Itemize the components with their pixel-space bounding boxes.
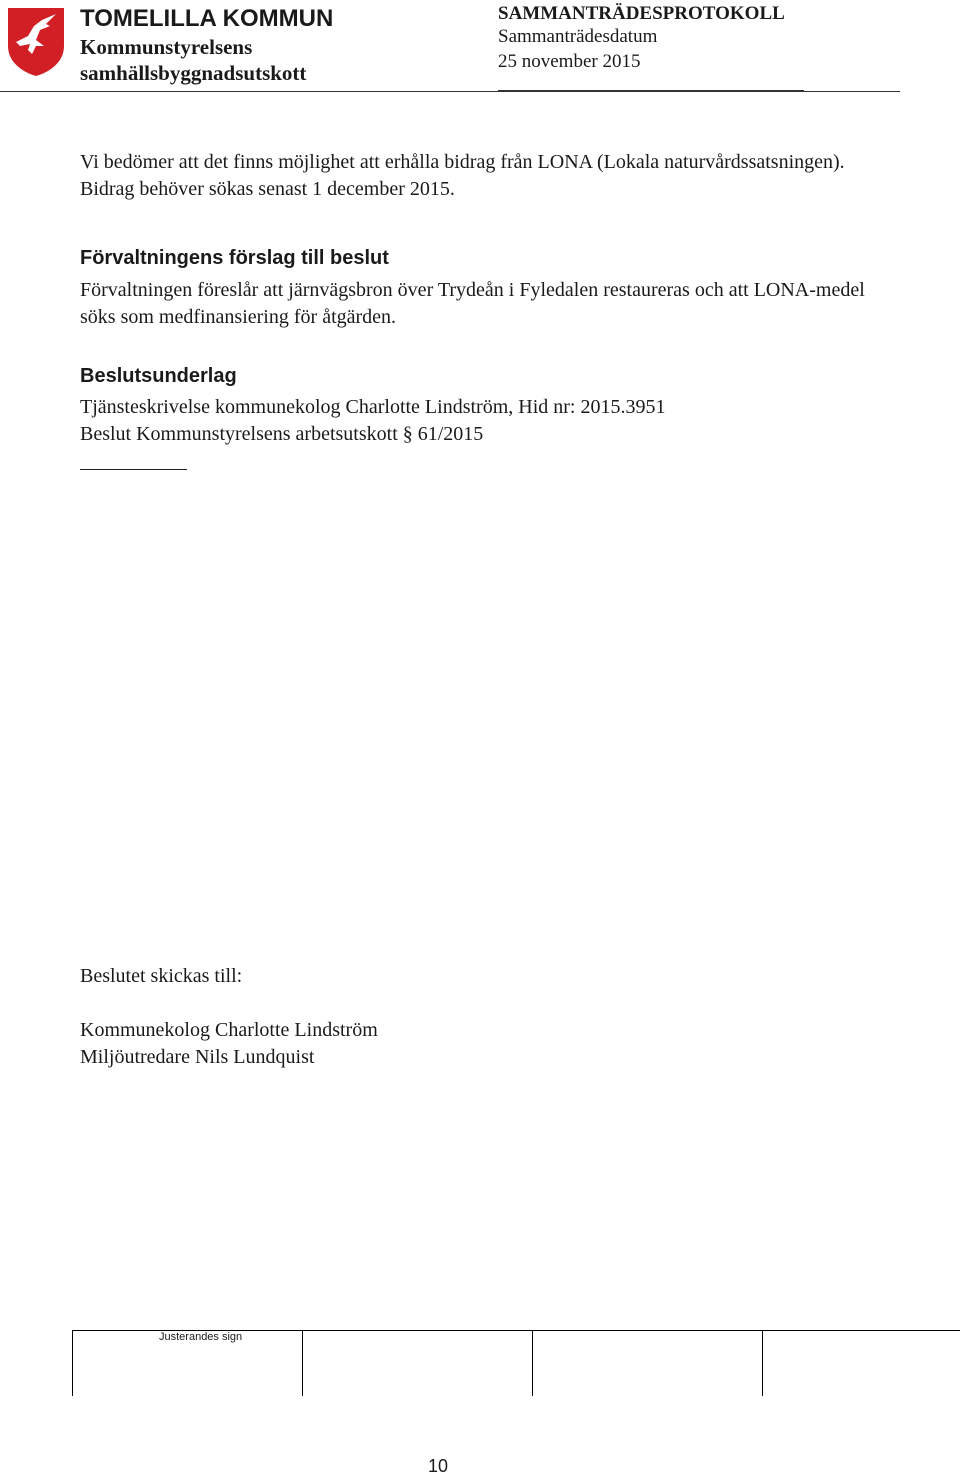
- paragraph-lona-grant: Vi bedömer att det finns möjlighet att erhålla bidrag från LONA (Lokala naturvårdssatsningen). Bidrag behöver sökas senast 1 december 2015.: [80, 151, 845, 200]
- signature-cell-border: [72, 1330, 73, 1396]
- decision-basis-item: Beslut Kommunstyrelsens arbetsutskott § 61/2015: [80, 423, 484, 445]
- page-number: 10: [428, 1456, 449, 1476]
- heading-decision-basis: Beslutsunderlag: [80, 365, 237, 387]
- paragraph-proposal: Förvaltningen föreslår att järnvägsbron över Trydeån i Fyledalen restaureras och att LONA-medel söks som medfinansiering för åtgärden.: [80, 279, 865, 328]
- committee-name-line-2: samhällsbyggnadsutskott: [80, 61, 307, 85]
- heading-proposal: Förvaltningens förslag till beslut: [80, 247, 389, 269]
- decision-basis-item: Tjänsteskrivelse kommunekolog Charlotte Lindström, Hid nr: 2015.3951: [80, 396, 666, 418]
- committee-name-line-1: Kommunstyrelsens: [80, 35, 253, 59]
- coat-of-arms-icon: [6, 6, 66, 78]
- section-divider: [80, 469, 187, 470]
- signature-cell-border: [532, 1330, 533, 1396]
- header-divider-accent: [498, 90, 804, 91]
- meeting-date-label: Sammanträdesdatum: [498, 26, 658, 47]
- signature-cell-border: [302, 1330, 303, 1396]
- recipients-label: Beslutet skickas till:: [80, 965, 243, 987]
- document-type: SAMMANTRÄDESPROTOKOLL: [498, 3, 785, 24]
- signature-label: Justerandes sign: [159, 1331, 243, 1343]
- meeting-date-value: 25 november 2015: [498, 51, 641, 72]
- signature-cell-border: [762, 1330, 763, 1396]
- recipient-item: Miljöutredare Nils Lundquist: [80, 1046, 315, 1068]
- organization-name: TOMELILLA KOMMUN: [80, 5, 334, 32]
- recipient-item: Kommunekolog Charlotte Lindström: [80, 1019, 378, 1041]
- header-divider: [0, 91, 900, 92]
